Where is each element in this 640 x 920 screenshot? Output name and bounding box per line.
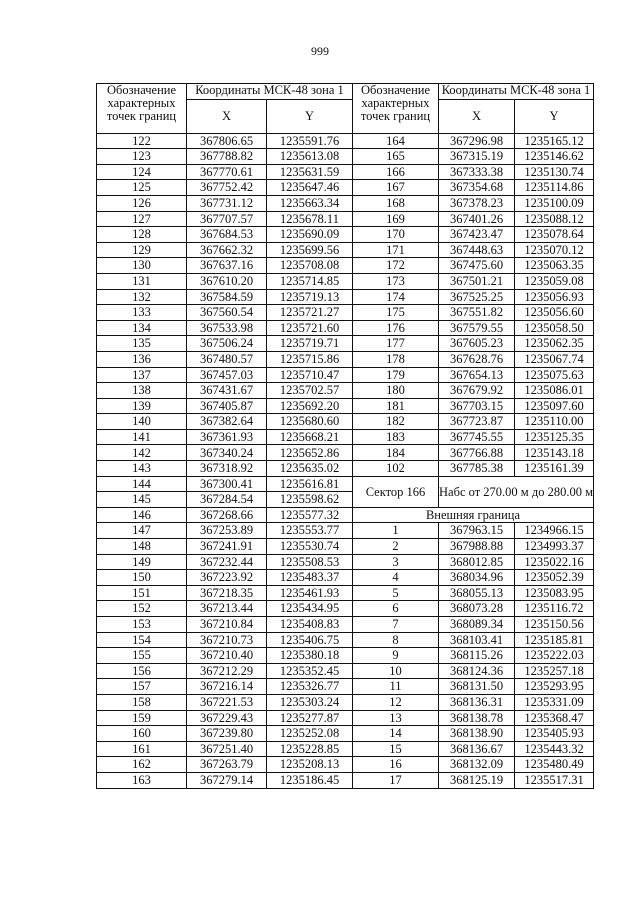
x-coordinate-cell: 367745.55	[439, 429, 515, 445]
table-row	[97, 398, 594, 414]
y-coordinate-cell: 1235067.74	[515, 351, 594, 367]
sector-range-cell: Набс от 270.00 м до 280.00 м	[439, 476, 594, 507]
y-coordinate-cell: 1235185.81	[515, 632, 594, 648]
x-coordinate-cell: 367221.53	[187, 694, 267, 710]
y-coordinate-cell: 1235146.62	[515, 149, 594, 165]
x-coordinate-cell: 367218.35	[187, 585, 267, 601]
x-coordinate-cell: 367212.29	[187, 663, 267, 679]
point-number-cell: 130	[97, 258, 187, 274]
y-coordinate-cell: 1235056.60	[515, 305, 594, 321]
x-coordinate-cell: 367785.38	[439, 461, 515, 477]
x-coordinate-cell: 367679.92	[439, 383, 515, 399]
table-row	[97, 648, 594, 664]
x-coordinate-cell: 368136.67	[439, 741, 515, 757]
point-number-cell: 149	[97, 554, 187, 570]
table-row	[97, 445, 594, 461]
point-number-cell: 147	[97, 523, 187, 539]
y-coordinate-cell: 1235097.60	[515, 398, 594, 414]
x-coordinate-cell: 367963.15	[439, 523, 515, 539]
y-coordinate-cell: 1235062.35	[515, 336, 594, 352]
x-coordinate-cell: 367232.44	[187, 554, 267, 570]
y-coordinate-cell: 1235652.86	[267, 445, 353, 461]
point-number-cell: 129	[97, 242, 187, 258]
y-coordinate-cell: 1235405.93	[515, 726, 594, 742]
y-coordinate-cell: 1235710.47	[267, 367, 353, 383]
x-column-header: X	[439, 99, 515, 133]
x-coordinate-cell: 367315.19	[439, 149, 515, 165]
y-coordinate-cell: 1235058.50	[515, 320, 594, 336]
point-number-cell: 166	[353, 164, 439, 180]
y-coordinate-cell: 1235508.53	[267, 554, 353, 570]
y-coordinate-cell: 1235598.62	[267, 492, 353, 508]
point-number-cell: 8	[353, 632, 439, 648]
y-coordinate-cell: 1235480.49	[515, 757, 594, 773]
point-number-cell: 169	[353, 211, 439, 227]
y-coordinate-cell: 1235083.95	[515, 585, 594, 601]
x-column-header: X	[187, 99, 267, 133]
x-coordinate-cell: 367268.66	[187, 507, 267, 523]
x-coordinate-cell: 367213.44	[187, 601, 267, 617]
y-coordinate-cell: 1235326.77	[267, 679, 353, 695]
table-row	[97, 133, 594, 149]
y-coordinate-cell: 1235690.09	[267, 227, 353, 243]
point-number-cell: 173	[353, 273, 439, 289]
y-coordinate-cell: 1235114.86	[515, 180, 594, 196]
point-number-cell: 175	[353, 305, 439, 321]
point-number-cell: 5	[353, 585, 439, 601]
point-number-cell: 172	[353, 258, 439, 274]
x-coordinate-cell: 367300.41	[187, 476, 267, 492]
y-coordinate-cell: 1235668.21	[267, 429, 353, 445]
x-coordinate-cell: 367662.32	[187, 242, 267, 258]
point-number-cell: 141	[97, 429, 187, 445]
point-number-cell: 125	[97, 180, 187, 196]
x-coordinate-cell: 368125.19	[439, 772, 515, 788]
y-coordinate-cell: 1235150.56	[515, 617, 594, 633]
table-row	[97, 336, 594, 352]
y-coordinate-cell: 1235070.12	[515, 242, 594, 258]
x-coordinate-cell: 368132.09	[439, 757, 515, 773]
y-coordinate-cell: 1235663.34	[267, 195, 353, 211]
y-coordinate-cell: 1235110.00	[515, 414, 594, 430]
sector-label-cell: Сектор 166	[353, 476, 439, 507]
point-number-cell: 174	[353, 289, 439, 305]
x-coordinate-cell: 367296.98	[439, 133, 515, 149]
table-row	[97, 227, 594, 243]
y-coordinate-cell: 1235408.83	[267, 617, 353, 633]
x-coordinate-cell: 368103.41	[439, 632, 515, 648]
y-coordinate-cell: 1235483.37	[267, 570, 353, 586]
point-number-cell: 137	[97, 367, 187, 383]
y-coordinate-cell: 1235517.31	[515, 772, 594, 788]
y-coordinate-cell: 1235257.18	[515, 663, 594, 679]
x-coordinate-cell: 367766.88	[439, 445, 515, 461]
y-coordinate-cell: 1235078.64	[515, 227, 594, 243]
y-coordinate-cell: 1235692.20	[267, 398, 353, 414]
y-coordinate-cell: 1235352.45	[267, 663, 353, 679]
table-row	[97, 663, 594, 679]
point-number-cell: 136	[97, 351, 187, 367]
point-number-cell: 131	[97, 273, 187, 289]
point-number-cell: 11	[353, 679, 439, 695]
y-coordinate-cell: 1235143.18	[515, 445, 594, 461]
table-row	[97, 289, 594, 305]
table-row	[97, 383, 594, 399]
table-row	[97, 507, 594, 523]
point-number-cell: 12	[353, 694, 439, 710]
x-coordinate-cell: 368136.31	[439, 694, 515, 710]
table-row	[97, 585, 594, 601]
point-number-cell: 126	[97, 195, 187, 211]
y-coordinate-cell: 1235056.93	[515, 289, 594, 305]
table-row	[97, 180, 594, 196]
point-number-cell: 14	[353, 726, 439, 742]
x-coordinate-cell: 367229.43	[187, 710, 267, 726]
y-coordinate-cell: 1235059.08	[515, 273, 594, 289]
y-coordinate-cell: 1235293.95	[515, 679, 594, 695]
table-row	[97, 476, 594, 492]
y-coordinate-cell: 1235022.16	[515, 554, 594, 570]
x-coordinate-cell: 367284.54	[187, 492, 267, 508]
point-number-cell: 170	[353, 227, 439, 243]
point-number-cell: 139	[97, 398, 187, 414]
x-coordinate-cell: 368055.13	[439, 585, 515, 601]
table-row	[97, 679, 594, 695]
table-row	[97, 461, 594, 477]
x-coordinate-cell: 367703.15	[439, 398, 515, 414]
point-number-cell: 145	[97, 492, 187, 508]
x-coordinate-cell: 367579.55	[439, 320, 515, 336]
x-coordinate-cell: 367354.68	[439, 180, 515, 196]
point-number-cell: 181	[353, 398, 439, 414]
x-coordinate-cell: 367610.20	[187, 273, 267, 289]
x-coordinate-cell: 367318.92	[187, 461, 267, 477]
y-coordinate-cell: 1235702.57	[267, 383, 353, 399]
table-header-row	[97, 84, 594, 100]
x-coordinate-cell: 367241.91	[187, 539, 267, 555]
point-number-cell: 184	[353, 445, 439, 461]
point-number-cell: 162	[97, 757, 187, 773]
y-coordinate-cell: 1235208.13	[267, 757, 353, 773]
y-coordinate-cell: 1235613.08	[267, 149, 353, 165]
point-number-cell: 142	[97, 445, 187, 461]
x-coordinate-cell: 367239.80	[187, 726, 267, 742]
x-coordinate-cell: 367788.82	[187, 149, 267, 165]
x-coordinate-cell: 367457.03	[187, 367, 267, 383]
x-coordinate-cell: 367584.59	[187, 289, 267, 305]
y-column-header: Y	[515, 99, 594, 133]
y-coordinate-cell: 1234966.15	[515, 523, 594, 539]
table-row	[97, 149, 594, 165]
y-coordinate-cell: 1235130.74	[515, 164, 594, 180]
y-coordinate-cell: 1235553.77	[267, 523, 353, 539]
point-number-cell: 159	[97, 710, 187, 726]
x-coordinate-cell: 367253.89	[187, 523, 267, 539]
x-coordinate-cell: 367448.63	[439, 242, 515, 258]
y-coordinate-cell: 1235443.32	[515, 741, 594, 757]
x-coordinate-cell: 367480.57	[187, 351, 267, 367]
x-coordinate-cell: 367423.47	[439, 227, 515, 243]
x-coordinate-cell: 367263.79	[187, 757, 267, 773]
table-row	[97, 617, 594, 633]
y-coordinate-cell: 1235434.95	[267, 601, 353, 617]
y-coordinate-cell: 1235228.85	[267, 741, 353, 757]
x-coordinate-cell: 367340.24	[187, 445, 267, 461]
point-number-cell: 143	[97, 461, 187, 477]
table-row	[97, 694, 594, 710]
point-number-cell: 6	[353, 601, 439, 617]
x-coordinate-cell: 367684.53	[187, 227, 267, 243]
point-number-cell: 163	[97, 772, 187, 788]
x-coordinate-cell: 367210.73	[187, 632, 267, 648]
point-number-cell: 15	[353, 741, 439, 757]
y-coordinate-cell: 1235116.72	[515, 601, 594, 617]
x-coordinate-cell: 368034.96	[439, 570, 515, 586]
point-number-cell: 165	[353, 149, 439, 165]
x-coordinate-cell: 367210.84	[187, 617, 267, 633]
point-number-cell: 124	[97, 164, 187, 180]
point-number-cell: 134	[97, 320, 187, 336]
point-number-cell: 167	[353, 180, 439, 196]
y-coordinate-cell: 1235331.09	[515, 694, 594, 710]
table-row	[97, 757, 594, 773]
point-number-cell: 156	[97, 663, 187, 679]
table-row	[97, 523, 594, 539]
y-coordinate-cell: 1235277.87	[267, 710, 353, 726]
point-number-cell: 148	[97, 539, 187, 555]
point-label-header: Обозначение характерных точек границ	[353, 84, 439, 134]
point-number-cell: 179	[353, 367, 439, 383]
point-number-cell: 144	[97, 476, 187, 492]
y-coordinate-cell: 1235719.71	[267, 336, 353, 352]
y-coordinate-cell: 1235721.27	[267, 305, 353, 321]
y-coordinate-cell: 1235714.85	[267, 273, 353, 289]
x-coordinate-cell: 367637.16	[187, 258, 267, 274]
x-coordinate-cell: 367707.57	[187, 211, 267, 227]
x-coordinate-cell: 368115.26	[439, 648, 515, 664]
point-number-cell: 16	[353, 757, 439, 773]
y-coordinate-cell: 1235699.56	[267, 242, 353, 258]
y-coordinate-cell: 1235186.45	[267, 772, 353, 788]
page-number: 999	[311, 44, 329, 58]
y-coordinate-cell: 1235635.02	[267, 461, 353, 477]
y-coordinate-cell: 1235461.93	[267, 585, 353, 601]
point-number-cell: 155	[97, 648, 187, 664]
point-number-cell: 177	[353, 336, 439, 352]
y-coordinate-cell: 1235222.03	[515, 648, 594, 664]
x-coordinate-cell: 367378.23	[439, 195, 515, 211]
table-row	[97, 772, 594, 788]
table-row	[97, 367, 594, 383]
point-number-cell: 127	[97, 211, 187, 227]
x-coordinate-cell: 367223.92	[187, 570, 267, 586]
x-coordinate-cell: 367551.82	[439, 305, 515, 321]
x-coordinate-cell: 368131.50	[439, 679, 515, 695]
y-coordinate-cell: 1235368.47	[515, 710, 594, 726]
table-row	[97, 258, 594, 274]
table-row	[97, 570, 594, 586]
y-coordinate-cell: 1234993.37	[515, 539, 594, 555]
table-row	[97, 429, 594, 445]
point-label-header: Обозначение характерных точек границ	[97, 84, 187, 134]
point-number-cell: 180	[353, 383, 439, 399]
coordinates-table	[96, 83, 594, 789]
point-number-cell: 153	[97, 617, 187, 633]
table-row	[97, 554, 594, 570]
point-number-cell: 183	[353, 429, 439, 445]
y-coordinate-cell: 1235100.09	[515, 195, 594, 211]
x-coordinate-cell: 367251.40	[187, 741, 267, 757]
coord-system-header: Координаты МСК-48 зона 1	[439, 84, 594, 100]
x-coordinate-cell: 367506.24	[187, 336, 267, 352]
y-coordinate-cell: 1235680.60	[267, 414, 353, 430]
x-coordinate-cell: 367431.67	[187, 383, 267, 399]
point-number-cell: 157	[97, 679, 187, 695]
point-number-cell: 13	[353, 710, 439, 726]
x-coordinate-cell: 368138.78	[439, 710, 515, 726]
table-row	[97, 211, 594, 227]
table-row	[97, 305, 594, 321]
x-coordinate-cell: 367216.14	[187, 679, 267, 695]
x-coordinate-cell: 367988.88	[439, 539, 515, 555]
y-coordinate-cell: 1235125.35	[515, 429, 594, 445]
point-number-cell: 158	[97, 694, 187, 710]
x-coordinate-cell: 367501.21	[439, 273, 515, 289]
point-number-cell: 140	[97, 414, 187, 430]
point-number-cell: 122	[97, 133, 187, 149]
point-number-cell: 138	[97, 383, 187, 399]
point-number-cell: 1	[353, 523, 439, 539]
x-coordinate-cell: 367475.60	[439, 258, 515, 274]
table-row	[97, 601, 594, 617]
x-coordinate-cell: 367770.61	[187, 164, 267, 180]
point-number-cell: 17	[353, 772, 439, 788]
y-coordinate-cell: 1235719.13	[267, 289, 353, 305]
y-column-header: Y	[267, 99, 353, 133]
table-row	[97, 195, 594, 211]
table-row	[97, 242, 594, 258]
table-row	[97, 632, 594, 648]
x-coordinate-cell: 367752.42	[187, 180, 267, 196]
table-row	[97, 273, 594, 289]
point-number-cell: 128	[97, 227, 187, 243]
point-number-cell: 10	[353, 663, 439, 679]
y-coordinate-cell: 1235678.11	[267, 211, 353, 227]
point-number-cell: 152	[97, 601, 187, 617]
table-row	[97, 741, 594, 757]
point-number-cell: 146	[97, 507, 187, 523]
x-coordinate-cell: 367401.26	[439, 211, 515, 227]
y-coordinate-cell: 1235088.12	[515, 211, 594, 227]
point-number-cell: 182	[353, 414, 439, 430]
point-number-cell: 4	[353, 570, 439, 586]
outer-boundary-label-cell: Внешняя граница	[353, 507, 594, 523]
x-coordinate-cell: 367533.98	[187, 320, 267, 336]
y-coordinate-cell: 1235577.32	[267, 507, 353, 523]
x-coordinate-cell: 367405.87	[187, 398, 267, 414]
point-number-cell: 161	[97, 741, 187, 757]
point-number-cell: 7	[353, 617, 439, 633]
table-row	[97, 710, 594, 726]
x-coordinate-cell: 367806.65	[187, 133, 267, 149]
x-coordinate-cell: 368012.85	[439, 554, 515, 570]
x-coordinate-cell: 367628.76	[439, 351, 515, 367]
x-coordinate-cell: 367382.64	[187, 414, 267, 430]
point-number-cell: 171	[353, 242, 439, 258]
point-number-cell: 176	[353, 320, 439, 336]
y-coordinate-cell: 1235252.08	[267, 726, 353, 742]
y-coordinate-cell: 1235161.39	[515, 461, 594, 477]
point-number-cell: 168	[353, 195, 439, 211]
point-number-cell: 154	[97, 632, 187, 648]
x-coordinate-cell: 367210.40	[187, 648, 267, 664]
point-number-cell: 9	[353, 648, 439, 664]
table-row	[97, 726, 594, 742]
y-coordinate-cell: 1235303.24	[267, 694, 353, 710]
table-row	[97, 164, 594, 180]
point-number-cell: 133	[97, 305, 187, 321]
point-number-cell: 123	[97, 149, 187, 165]
x-coordinate-cell: 367333.38	[439, 164, 515, 180]
coord-system-header: Координаты МСК-48 зона 1	[187, 84, 353, 100]
x-coordinate-cell: 367560.54	[187, 305, 267, 321]
y-coordinate-cell: 1235052.39	[515, 570, 594, 586]
y-coordinate-cell: 1235708.08	[267, 258, 353, 274]
point-number-cell: 150	[97, 570, 187, 586]
point-number-cell: 2	[353, 539, 439, 555]
table-row	[97, 414, 594, 430]
y-coordinate-cell: 1235063.35	[515, 258, 594, 274]
point-number-cell: 178	[353, 351, 439, 367]
y-coordinate-cell: 1235086.01	[515, 383, 594, 399]
x-coordinate-cell: 368124.36	[439, 663, 515, 679]
x-coordinate-cell: 367279.14	[187, 772, 267, 788]
x-coordinate-cell: 368138.90	[439, 726, 515, 742]
point-number-cell: 160	[97, 726, 187, 742]
y-coordinate-cell: 1235721.60	[267, 320, 353, 336]
point-number-cell: 135	[97, 336, 187, 352]
y-coordinate-cell: 1235075.63	[515, 367, 594, 383]
y-coordinate-cell: 1235647.46	[267, 180, 353, 196]
y-coordinate-cell: 1235406.75	[267, 632, 353, 648]
y-coordinate-cell: 1235165.12	[515, 133, 594, 149]
y-coordinate-cell: 1235591.76	[267, 133, 353, 149]
y-coordinate-cell: 1235530.74	[267, 539, 353, 555]
y-coordinate-cell: 1235715.86	[267, 351, 353, 367]
point-number-cell: 132	[97, 289, 187, 305]
x-coordinate-cell: 367605.23	[439, 336, 515, 352]
y-coordinate-cell: 1235631.59	[267, 164, 353, 180]
x-coordinate-cell: 367525.25	[439, 289, 515, 305]
point-number-cell: 102	[353, 461, 439, 477]
x-coordinate-cell: 367731.12	[187, 195, 267, 211]
point-number-cell: 164	[353, 133, 439, 149]
table-row	[97, 320, 594, 336]
table-row	[97, 539, 594, 555]
x-coordinate-cell: 367723.87	[439, 414, 515, 430]
y-coordinate-cell: 1235616.81	[267, 476, 353, 492]
x-coordinate-cell: 368089.34	[439, 617, 515, 633]
table-row	[97, 351, 594, 367]
point-number-cell: 151	[97, 585, 187, 601]
x-coordinate-cell: 367361.93	[187, 429, 267, 445]
y-coordinate-cell: 1235380.18	[267, 648, 353, 664]
x-coordinate-cell: 368073.28	[439, 601, 515, 617]
point-number-cell: 3	[353, 554, 439, 570]
x-coordinate-cell: 367654.13	[439, 367, 515, 383]
